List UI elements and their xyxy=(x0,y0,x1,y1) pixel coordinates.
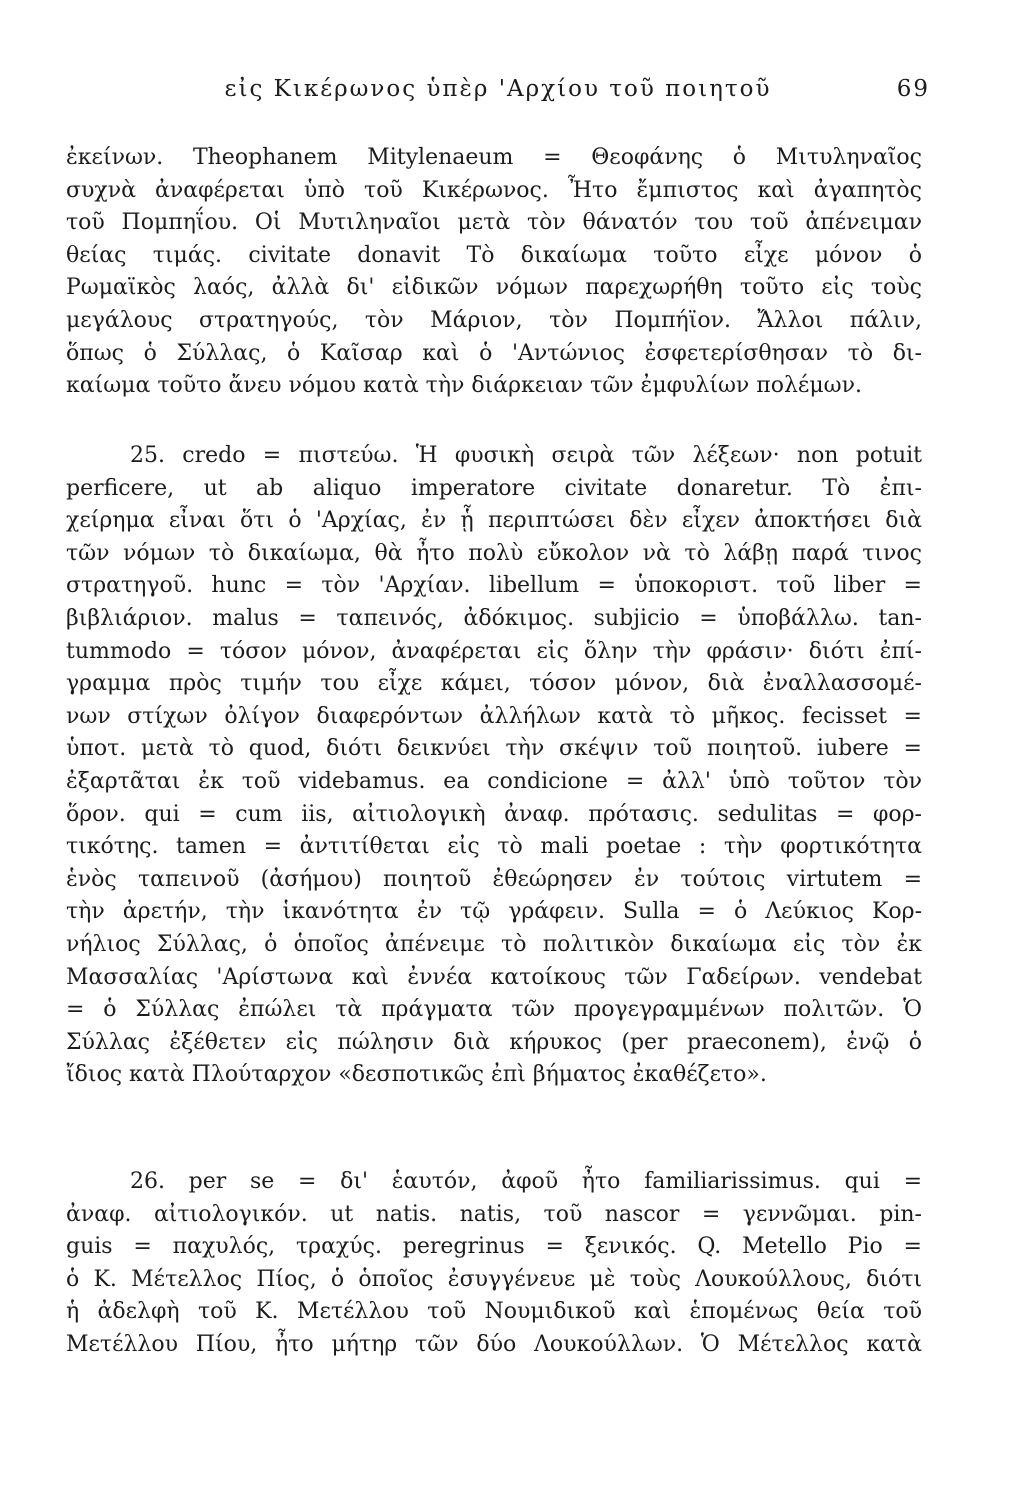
paragraph-2 xyxy=(66,440,922,1092)
text-line: tummodo = τόσον μόνον, ἀναφέρεται εἰς ὅλην τὴν φράσιν· διότι ἐπί- xyxy=(66,638,922,664)
text-line: Μασσαλίας 'Αρίστωνα καὶ ἐννέα κατοίκους τῶν Γαδείρων. vendebat xyxy=(66,964,922,990)
text-line: βιβλιάριον. malus = ταπεινός, ἀδόκιμος. subjicio = ὑποβάλλω. tan- xyxy=(66,605,922,631)
text-line: στρατηγοῦ. hunc = τὸν 'Αρχίαν. libellum = ὑποκοριστ. τοῦ liber = xyxy=(66,573,922,599)
text-line: Σύλλας ἐξέθετεν εἰς πώλησιν διὰ κήρυκος (per praeconem), ἐνῷ ὁ xyxy=(66,1029,922,1055)
text-line: 26. per se = δι' ἑαυτόν, ἀφοῦ ἦτο familiarissimus. qui = xyxy=(130,1169,922,1194)
text-line: = ὁ Σύλλας ἐπώλει τὰ πράγματα τῶν προγεγραμμένων πολιτῶν. Ὁ xyxy=(66,997,922,1023)
text-line: perficere, ut ab aliquo imperatore civitate donaretur. Τὸ ἐπι- xyxy=(66,475,922,501)
text-line: ὅπως ὁ Σύλλας, ὁ Καῖσαρ καὶ ὁ 'Αντώνιος ἐσφετερίσθησαν τὸ δι- xyxy=(66,340,922,366)
text-line: Ρωμαϊκὸς λαός, ἀλλὰ δι' εἰδικῶν νόμων παρεχωρήθη τοῦτο εἰς τοὺς xyxy=(66,275,922,301)
text-line: τῶν νόμων τὸ δικαίωμα, θὰ ἦτο πολὺ εὔκολον νὰ τὸ λάβῃ παρά τινος xyxy=(66,540,922,566)
text-line: Μετέλλου Πίου, ἦτο μήτηρ τῶν δύο Λουκούλλων. Ὁ Μέτελλος κατὰ xyxy=(66,1331,922,1357)
text-line: συχνὰ ἀναφέρεται ὑπὸ τοῦ Κικέρωνος. Ἦτο ἔμπιστος καὶ ἀγαπητὸς xyxy=(66,177,922,203)
paragraph-3 xyxy=(66,1166,922,1362)
text-line: νων στίχων ὀλίγον διαφερόντων ἀλλήλων κατὰ τὸ μῆκος. fecisset = xyxy=(66,703,922,729)
text-line: τοῦ Πομπηΐου. Οἱ Μυτιληναῖοι μετὰ τὸν θάνατόν του τοῦ ἀπένειμαν xyxy=(66,210,922,236)
text-line: ἡ ἀδελφὴ τοῦ Κ. Μετέλλου τοῦ Νουμιδικοῦ καὶ ἑπομένως θεία τοῦ xyxy=(66,1299,922,1325)
text-line: νήλιος Σύλλας, ὁ ὁποῖος ἀπένειμε τὸ πολιτικὸν δικαίωμα εἰς τὸν ἐκ xyxy=(66,931,922,957)
running-title: εἰς Κικέρωνος ὑπὲρ 'Αρχίου τοῦ ποιητοῦ xyxy=(224,76,772,102)
text-line: ἑνὸς ταπεινοῦ (ἀσήμου) ποιητοῦ ἐθεώρησεν ἐν τούτοις virtutem = xyxy=(66,866,922,892)
text-line: 25. credo = πιστεύω. Ἡ φυσικὴ σειρὰ τῶν λέξεων· non potuit xyxy=(130,443,922,468)
text-line: ἀναφ. αἰτιολογικόν. ut natis. natis, τοῦ nascor = γεννῶμαι. pin- xyxy=(66,1201,922,1227)
running-header xyxy=(66,76,930,116)
text-line: τὴν ἀρετήν, τὴν ἱκανότητα ἐν τῷ γράφειν. Sulla = ὁ Λεύκιος Κορ- xyxy=(66,899,922,925)
text-line: ἐξαρτᾶται ἐκ τοῦ videbamus. ea condicione = ἀλλ' ὑπὸ τοῦτον τὸν xyxy=(66,768,922,794)
text-line: ὑποτ. μετὰ τὸ quod, διότι δεικνύει τὴν σκέψιν τοῦ ποιητοῦ. iubere = xyxy=(66,736,922,762)
text-line: καίωμα τοῦτο ἄνευ νόμου κατὰ τὴν διάρκειαν τῶν ἐμφυλίων πολέμων. xyxy=(66,373,862,399)
text-line: γραμμα πρὸς τιμήν του εἶχε κάμει, τόσον μόνον, διὰ ἐναλλασσομέ- xyxy=(66,671,922,697)
paragraph-1 xyxy=(66,142,922,403)
text-line: τικότης. tamen = ἀντιτίθεται εἰς τὸ mali poetae : τὴν φορτικότητα xyxy=(66,834,922,860)
text-line: ἐκείνων. Theophanem Mitylenaeum = Θεοφάνης ὁ Μιτυληναῖος xyxy=(66,145,922,170)
text-line: ὅρον. qui = cum iis, αἰτιολογικὴ ἀναφ. πρότασις. sedulitas = φορ- xyxy=(66,801,922,827)
text-line: θείας τιμάς. civitate donavit Τὸ δικαίωμα τοῦτο εἶχε μόνον ὁ xyxy=(66,242,922,268)
text-line: χείρημα εἶναι ὅτι ὁ 'Αρχίας, ἐν ᾗ περιπτώσει δὲν εἶχεν ἀποκτήσει διὰ xyxy=(66,508,922,534)
text-line: guis = παχυλός, τραχύς. peregrinus = ξενικός. Q. Metello Pio = xyxy=(66,1234,922,1260)
text-line: ἴδιος κατὰ Πλούταρχον «δεσποτικῶς ἐπὶ βήματος ἐκαθέζετο». xyxy=(66,1062,767,1088)
page-number: 69 xyxy=(896,76,930,102)
text-line: ὁ Κ. Μέτελλος Πίος, ὁ ὁποῖος ἐσυγγένευε μὲ τοὺς Λουκούλλους, διότι xyxy=(66,1266,922,1292)
text-line: μεγάλους στρατηγούς, τὸν Μάριον, τὸν Πομπήϊον. Ἄλλοι πάλιν, xyxy=(66,307,922,333)
